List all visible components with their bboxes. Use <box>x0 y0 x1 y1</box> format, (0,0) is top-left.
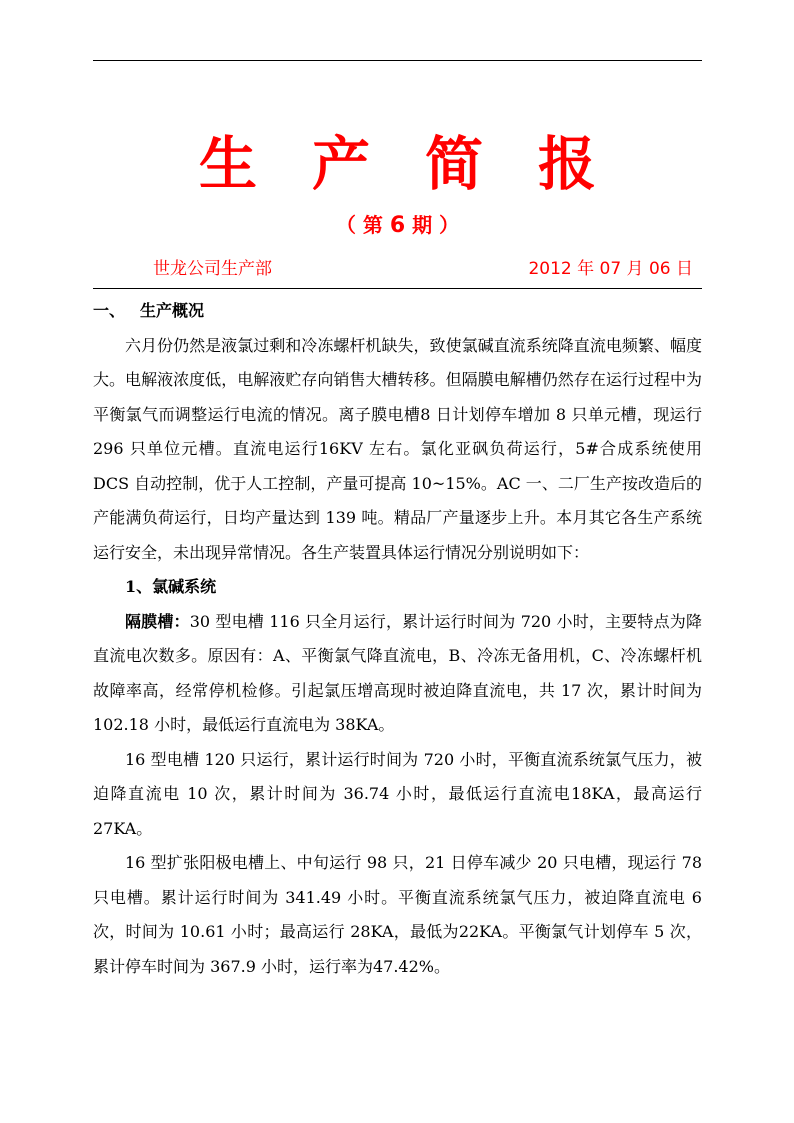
type16-cell-paragraph: 16 型电槽 120 只运行，累计运行时间为 720 小时，平衡直流系统氯气压力，被迫降直流电 10 次，累计时间为 36.74 小时，最低运行直流电18KA，最高运行 27KA。 <box>93 749 702 838</box>
issue-number: 6 <box>389 213 406 238</box>
header-top-rule <box>93 60 702 61</box>
section-number: 一、 <box>93 301 126 320</box>
section-heading <box>93 294 702 329</box>
header-bottom-rule <box>93 288 702 289</box>
report-date: 2012 年 07 月 06 日 <box>528 259 693 279</box>
issue-open: （ 第 <box>335 213 390 237</box>
document-body <box>93 294 702 984</box>
section-intro-paragraph: 六月份仍然是液氯过剩和冷冻螺杆机缺失，致使氯碱直流系统降直流电频繁、幅度大。电解液浓度低，电解液贮存向销售大槽转移。但隔膜电解槽仍然存在运行过程中为平衡氯气而调整运行电流的情况。离子膜电槽8 日计划停车增加 8 只单元槽，现运行 296 只单位元槽。直流电运行16KV 左右。氯化亚砜负荷运行，5#合成系统使用 DCS 自动控制，优于人工控制，产量可提高 10~15%。AC 一、二厂生产按改造后的产能满负荷运行，日均产量达到 139 吨。精品厂产量逐步上升。本月其它各生产系统运行安全，未出现异常情况。各生产装置具体运行情况分别说明如下： <box>93 335 702 562</box>
page-title: 生产简报 <box>198 130 651 198</box>
department-name: 世龙公司生产部 <box>153 259 272 279</box>
paragraph-text: 30 型电槽 116 只全月运行，累计运行时间为 720 小时，主要特点为降直流电次数多。原因有：A、平衡氯气降直流电，B、冷冻无备用机，C、冷冻螺杆机故障率高，经常停机检修。引起氯压增高现时被迫降直流电，共 17 次，累计时间为 102.18 小时，最低运行直流电为 38KA。 <box>93 611 702 734</box>
issue-close: 期 ） <box>405 213 460 237</box>
paragraph-lead-label: 隔膜槽： <box>125 611 190 631</box>
subsection-heading: 1、氯碱系统 <box>125 577 217 596</box>
issue-number-line <box>93 208 702 243</box>
expanded-anode-cell-paragraph: 16 型扩张阳极电槽上、中旬运行 98 只，21 日停车减少 20 只电槽，现运行 78 只电槽。累计运行时间为 341.49 小时。平衡直流系统氯气压力，被迫降直流电 6 次，时间为 10.61 小时；最高运行 28KA，最低为22KA。平衡氯气计划停车 5 次，累计停车时间为 367.9 小时，运行率为47.42%。 <box>93 853 702 976</box>
diaphragm-cell-paragraph <box>93 605 702 743</box>
section-title: 生产概况 <box>140 301 205 320</box>
